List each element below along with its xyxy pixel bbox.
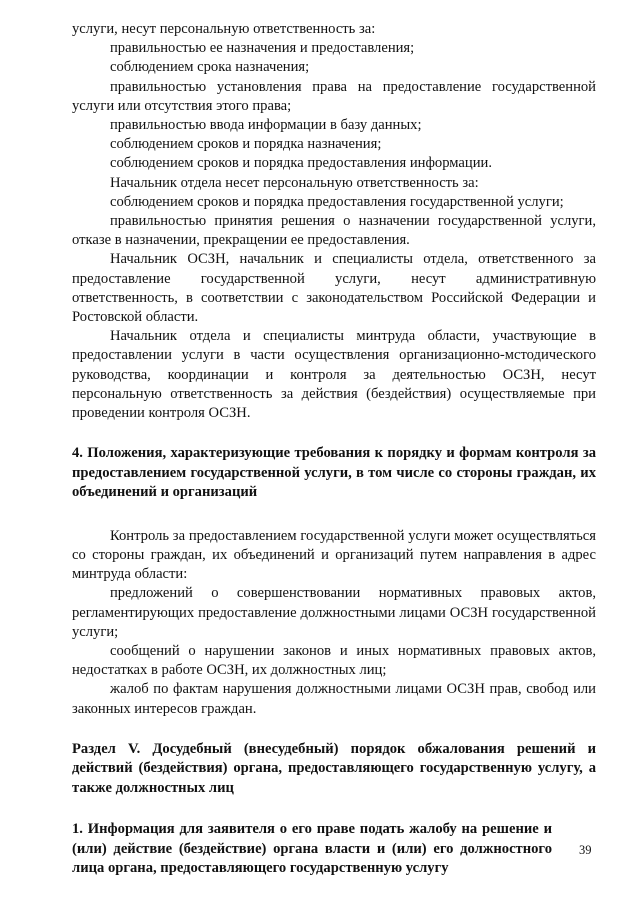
paragraph-responsibility: Начальник ОСЗН, начальник и специалисты отдела, ответственного за предоставление государственной услуги, несут административную ответственность, в соответствии с законодательством Российской Федерации и Ростовской области. [72,251,596,326]
paragraph-item: правильностью ее назначения и предоставления; [110,40,415,57]
paragraph-item: предложений о совершенствовании нормативных правовых актов, регламентирующих предоставление должностными лицами ОСЗН государственной услуги; [72,585,596,640]
paragraph-item: соблюдением срока назначения; [110,59,310,76]
document-body [72,20,596,879]
paragraph-item: правильностью принятия решения о назначении государственной услуги, отказе в назначении, прекращении ее предоставления. [72,213,596,249]
paragraph-control: Контроль за предоставлением государственной услуги может осуществляться со стороны граждан, их объединений и организаций путем направления в адрес минтруда области: [72,527,596,583]
paragraph-item: сообщений о нарушении законов и иных нормативных правовых актов, недостатках в работе ОСЗН, их должностных лиц; [72,642,596,679]
paragraph-item: соблюдением сроков и порядка предоставления информации. [110,155,492,172]
paragraph-item: жалоб по фактам нарушения должностными лицами ОСЗН прав, свобод или законных интересов граждан. [72,681,596,717]
section-5-heading: Раздел V. Досудебный (внесудебный) порядок обжалования решений и действий (бездействия) органа, предоставляющего государственную услугу, а также должностных лиц [72,740,596,796]
paragraph-item: правильностью ввода информации в базу данных; [110,117,422,134]
section-4-heading: 4. Положения, характеризующие требования к порядку и формам контроля за предоставлением государственной услуги, в том числе со стороны граждан, их объединений и организаций [72,445,596,501]
paragraph-item: соблюдением сроков и порядка назначения; [110,136,382,153]
page-number: 39 [579,843,592,857]
subsection-1-heading: 1. Информация для заявителя о его праве подать жалобу на решение и (или) действие (бездействие) органа власти и (или) его должностного лица органа, предоставляющего государственную услугу [72,821,552,877]
paragraph-item: правильностью установления права на предоставление государственной услуги или отсутствия этого права; [72,78,596,114]
paragraph-item: соблюдением сроков и порядка предоставления государственной услуги; [110,193,564,210]
paragraph-responsibility: Начальник отдела и специалисты минтруда области, участвующие в предоставлении услуги в части осуществления организационно-мстодического руководства, координации и контроля за деятельностью ОСЗН, несут персональную ответственность за действия (бездействия) осуществляемые при проведении контроля ОСЗН. [72,328,596,422]
paragraph-intro-continuation: услуги, несут персональную ответственность за: [72,21,376,37]
paragraph-item: Начальник отдела несет персональную ответственность за: [110,174,479,191]
